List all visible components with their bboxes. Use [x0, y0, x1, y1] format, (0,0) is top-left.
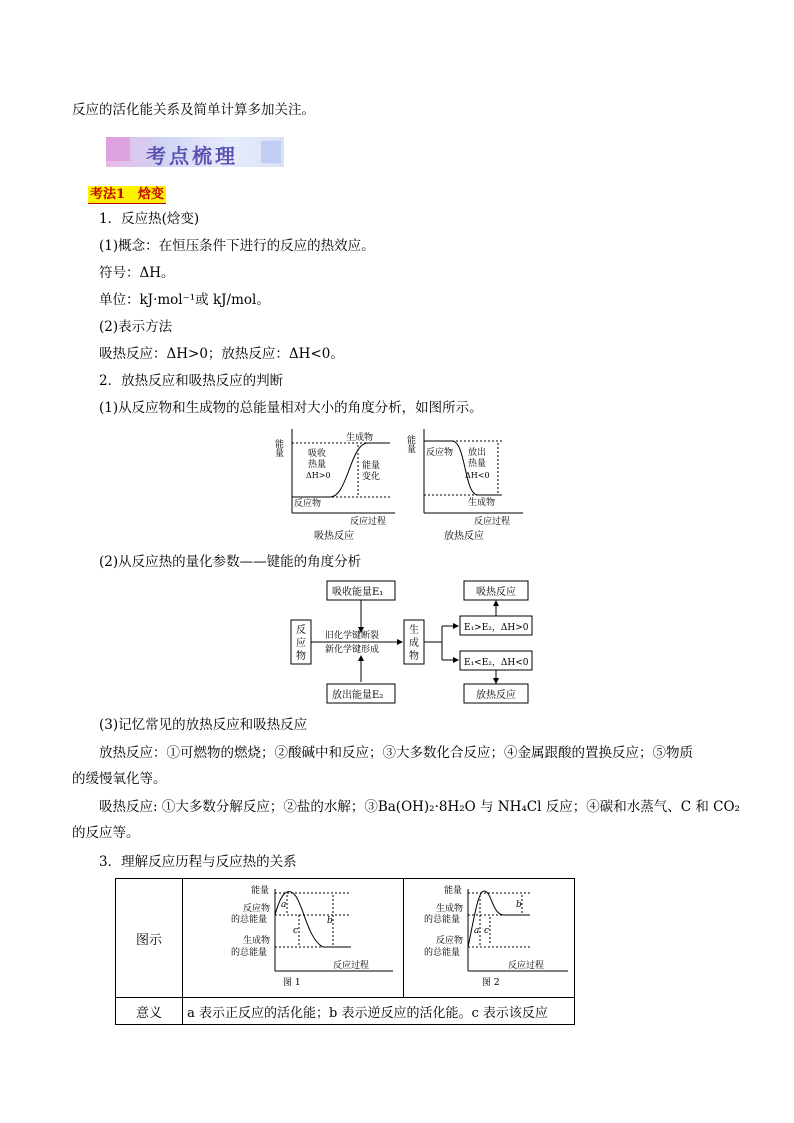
- fig1-lower-1: 生成物: [243, 936, 271, 946]
- fig2-upper-2: 的总能量: [424, 915, 461, 925]
- banner-title: 考点梳理: [146, 144, 238, 168]
- fig-b-product: 生成物: [468, 498, 496, 508]
- fig2-caption: 图 2: [482, 978, 500, 988]
- fig2-b: b: [516, 900, 522, 910]
- table-row: [116, 998, 575, 1025]
- intro-line: 反应的活化能关系及简单计算多加关注。: [72, 102, 315, 118]
- fig-a-product: 生成物: [346, 433, 374, 443]
- banner-square-right: [261, 141, 281, 163]
- fig2-lower-2: 的总能量: [424, 948, 461, 958]
- s3-heading: 3．理解反应历程与反应热的关系: [99, 854, 297, 870]
- bond-energy-flowchart: [280, 576, 540, 708]
- fig2-x-axis: 反应过程: [508, 961, 545, 971]
- fig-a-change-1: 能量: [362, 461, 381, 471]
- flow-endo-box: 吸热反应: [476, 587, 516, 598]
- fig2-y-axis: 能量: [444, 886, 463, 896]
- fig-b-release-3: ΔH<0: [465, 471, 490, 480]
- s2-p1: (1)从反应物和生成物的总能量相对大小的角度分析，如图所示。: [99, 400, 483, 416]
- s1-unit: 单位：kJ·mol⁻¹或 kJ/mol。: [99, 292, 270, 308]
- flow-cond-down: E₁<E₂，ΔH<0: [464, 658, 529, 668]
- exo-list-1: 放热反应：①可燃物的燃烧；②酸碱中和反应；③大多数化合反应；④金属跟酸的置换反应；⑤物质: [99, 745, 693, 761]
- endo-list-1: 吸热反应: ①大多数分解反应；②盐的水解；③Ba(OH)₂·8H₂O 与 NH₄Cl 反应；④碳和水蒸气、C 和 CO₂: [99, 799, 740, 815]
- fig-a-y-axis: 能量: [273, 439, 283, 457]
- flow-product-2: 成: [409, 638, 419, 649]
- s2-heading: 2．放热反应和吸热反应的判断: [99, 373, 284, 389]
- fig-b-release-2: 热量: [468, 459, 487, 469]
- fig2-a: a: [474, 926, 480, 936]
- fig1-c: c: [293, 926, 299, 936]
- fig-b-reactant: 反应物: [426, 448, 454, 458]
- fig1-y-axis: 能量: [251, 886, 270, 896]
- fig2-upper-1: 生成物: [436, 904, 464, 914]
- flow-cond-up: E₁>E₂，ΔH>0: [464, 623, 529, 633]
- fig-b-x-axis: 反应过程: [474, 517, 511, 527]
- relation-table: [115, 878, 575, 1025]
- fig1-x-axis: 反应过程: [333, 961, 370, 971]
- fig1-a: a: [281, 900, 287, 910]
- fig-a-caption: 吸热反应: [314, 531, 354, 542]
- banner-square-left: [106, 137, 130, 161]
- row2-label: 意义: [116, 998, 183, 1025]
- fig1-b: b: [327, 916, 333, 926]
- s1-concept: (1)概念：在恒压条件下进行的反应的热效应。: [99, 238, 375, 254]
- table-row: [116, 879, 575, 998]
- method-tag: 考法1 焓变: [90, 187, 165, 202]
- s1-symbol: 符号：ΔH。: [99, 265, 175, 281]
- flow-mid-1: 旧化学键断裂: [325, 631, 380, 641]
- row1-label: 图示: [116, 879, 183, 998]
- fig2-cell: [404, 879, 575, 998]
- fig1-cell: [183, 879, 404, 998]
- endothermic-diagram: [270, 425, 400, 543]
- flow-exo-box: 放热反应: [476, 690, 516, 701]
- fig1-diagram: [183, 879, 401, 993]
- fig1-caption: 图 1: [283, 978, 301, 988]
- fig2-diagram: [404, 879, 572, 993]
- fig-a-change-2: 变化: [362, 472, 381, 482]
- fig2-lower-1: 反应物: [436, 936, 464, 946]
- flow-reactant-3: 物: [296, 651, 306, 662]
- endo-list-2: 的反应等。: [72, 825, 140, 841]
- flow-absorb-box: 吸收能量E₁: [332, 587, 384, 598]
- fig-a-x-axis: 反应过程: [350, 517, 387, 527]
- flow-product-1: 生: [409, 625, 419, 636]
- flow-product-3: 物: [409, 651, 419, 662]
- meaning-cell: a 表示正反应的活化能；b 表示逆反应的活化能。c 表示该反应: [183, 998, 575, 1025]
- fig-b-release-1: 放出: [468, 448, 487, 458]
- fig1-upper-1: 反应物: [243, 904, 271, 914]
- fig-a-reactant: 反应物: [294, 499, 322, 509]
- fig-a-absorb-3: ΔH>0: [306, 471, 331, 480]
- fig-a-absorb-2: 热量: [308, 460, 327, 470]
- flow-release-box: 放出能量E₂: [332, 690, 384, 701]
- s1-method-detail: 吸热反应：ΔH>0；放热反应：ΔH<0。: [99, 346, 344, 362]
- s1-method: (2)表示方法: [99, 319, 173, 335]
- fig-b-y-axis: 能量: [405, 435, 415, 453]
- flow-reactant-1: 反: [296, 625, 306, 636]
- s2-p2: (2)从反应热的量化参数——键能的角度分析: [99, 554, 362, 570]
- fig1-lower-2: 的总能量: [231, 948, 268, 958]
- exothermic-diagram: [405, 425, 528, 543]
- exo-list-2: 的缓慢氧化等。: [72, 771, 167, 787]
- fig-b-caption: 放热反应: [444, 531, 484, 542]
- fig2-c: c: [484, 926, 490, 936]
- flow-reactant-2: 应: [296, 638, 306, 649]
- fig-a-absorb-1: 吸收: [308, 449, 327, 459]
- flow-mid-2: 新化学键形成: [325, 645, 380, 655]
- section-banner: [106, 137, 284, 167]
- s1-heading: 1．反应热(焓变): [99, 211, 200, 227]
- fig1-upper-2: 的总能量: [231, 915, 268, 925]
- s2-p3: (3)记忆常见的放热反应和吸热反应: [99, 717, 308, 733]
